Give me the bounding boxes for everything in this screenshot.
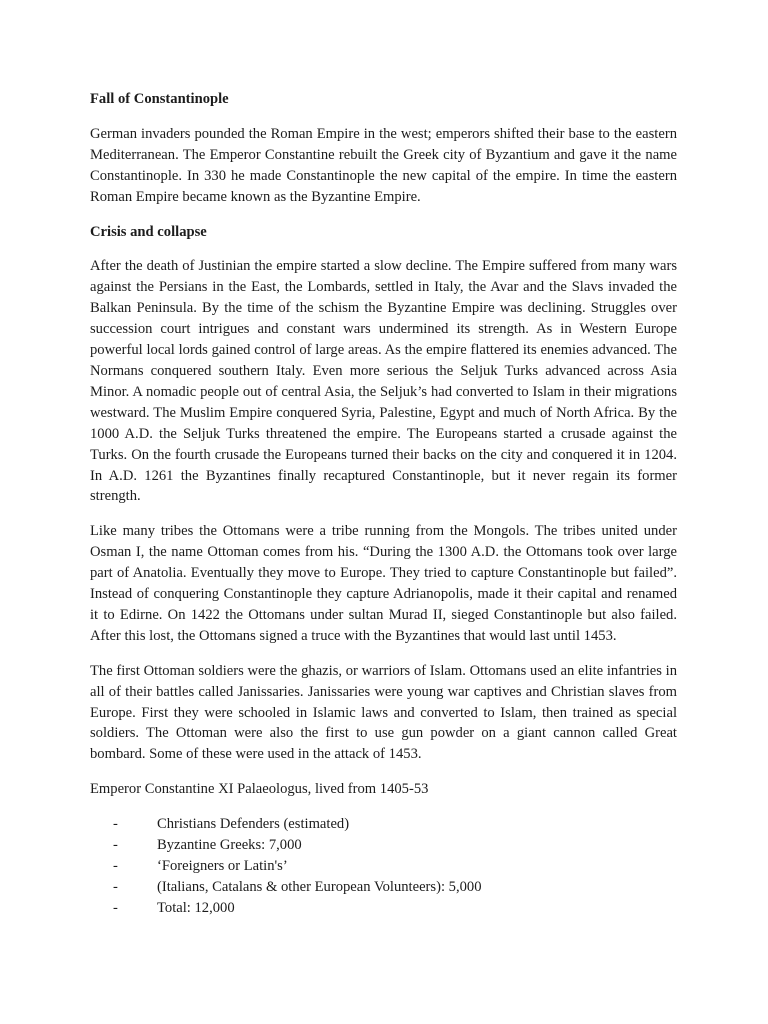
list-item <box>113 877 677 898</box>
list-bullet: - <box>113 816 118 833</box>
list-bullet: - <box>113 858 118 874</box>
section-heading-fall-of-constantinople: Fall of Constantinople <box>90 91 229 107</box>
list-item-text: Total: 12,000 <box>157 899 235 916</box>
list-item <box>113 856 677 877</box>
list-bullet: - <box>113 878 118 895</box>
section-heading-crisis-and-collapse: Crisis and collapse <box>90 223 207 240</box>
list-item <box>113 898 677 919</box>
paragraph-ottomans: Like many tribes the Ottomans were a tribe running from the Mongols. The tribes united under Osman I, the name Ottoman comes from his. “During the 1300 A.D. the Ottomans took over large part of Anatolia. Eventually they move to Europe. They tried to capture Constantinople but failed”. Instead of conquering Constantinople they capture Adrianopolis, made it their capital and renamed it to Edirne. On 1422 the Ottomans under sultan Murad II, sieged Constantinople but also failed. After this lost, the Ottomans signed a truce with the Byzantines that would last until 1453. <box>90 523 677 644</box>
document-page <box>90 89 677 919</box>
list-item <box>113 835 677 856</box>
paragraph-intro: German invaders pounded the Roman Empire in the west; emperors shifted their base to the eastern Mediterranean. The Emperor Constantine rebuilt the Greek city of Byzantium and gave it the name Constantinople. In 330 he made Constantinople the new capital of the empire. In time the eastern Roman Empire became known as the Byzantine Empire. <box>90 125 677 205</box>
list-bullet: - <box>113 837 118 854</box>
list-item-text: ‘Foreigners or Latin's’ <box>157 858 288 874</box>
list-item-text: (Italians, Catalans & other European Volunteers): 5,000 <box>157 878 482 895</box>
list-item-text: Byzantine Greeks: 7,000 <box>157 837 302 854</box>
paragraph-decline: After the death of Justinian the empire started a slow decline. The Empire suffered from many wars against the Persians in the East, the Lombards, settled in Italy, the Avar and the Slavs invaded the Balkan Peninsula. By the time of the schism the Byzantine Empire was declining. Struggles over succession court intrigues and constant wars undermined its strength. As in Western Europe powerful local lords gained control of large areas. As the empire flattered its enemies advanced. The Normans conquered southern Italy. Even more serious the Seljuk Turks advanced across Asia Minor. A nomadic people out of central Asia, the Seljuk’s had converted to Islam in their migrations westward. The Muslim Empire conquered Syria, Palestine, Egypt and much of North Africa. By the 1000 A.D. the Seljuk Turks threatened the empire. The Europeans started a crusade against the Turks. On the fourth crusade the Europeans turned their backs on the city and conquered it in 1204. In A.D. 1261 the Byzantines finally recaptured Constantinople, but it never regain its former strength. <box>90 258 677 505</box>
list-item-text: Christians Defenders (estimated) <box>157 816 350 833</box>
paragraph-emperor: Emperor Constantine XI Palaeologus, lived from 1405-53 <box>90 781 429 798</box>
defenders-list <box>90 814 677 919</box>
list-item <box>113 814 677 835</box>
list-bullet: - <box>113 899 118 916</box>
paragraph-janissaries: The first Ottoman soldiers were the ghazis, or warriors of Islam. Ottomans used an elite infantries in all of their battles called Janissaries. Janissaries were young war captives and Christian slaves from Europe. First they were schooled in Islamic laws and converted to Islam, then trained as special soldiers. The Ottoman were also the first to use gun powder on a giant cannon called Great bombard. Some of these were used in the attack of 1453. <box>90 662 677 763</box>
